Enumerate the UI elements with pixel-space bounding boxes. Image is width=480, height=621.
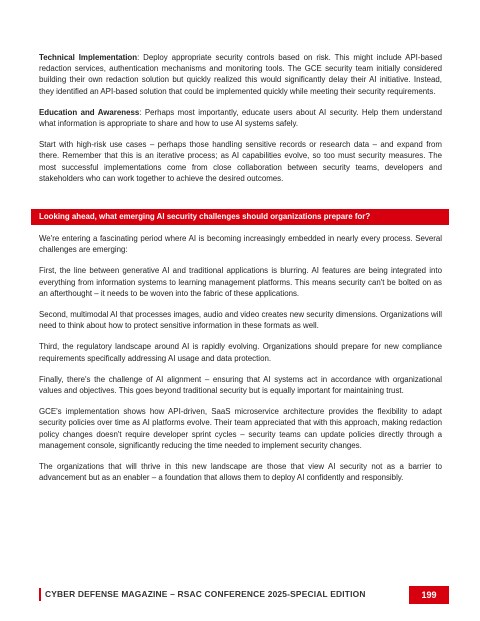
page-number: 199	[409, 586, 449, 604]
paragraph-high-risk: Start with high-risk use cases – perhaps those handling sensitive records or research data – and expand from there. Remember that this is an iterative process; as AI capabilities evolve, so too must security measures. The most successful implementations come from close collaboration between security teams, developers and stakeholders who can work together to achieve the desired outcomes.	[39, 140, 442, 183]
paragraph: Finally, there's the challenge of AI alignment – ensuring that AI systems act in accordance with organizational values and objectives. This goes beyond traditional security but is equally important for maintaining trust.	[39, 374, 442, 396]
paragraph: The organizations that will thrive in this new landscape are those that view AI security not as a barrier to advancement but as an enabler – a foundation that allows them to deploy AI confidently and responsibly.	[39, 462, 442, 483]
paragraph-text: : Perhaps most importantly, educate users about AI security. Help them understand what information is appropriate to share and how to use AI systems safely.	[39, 107, 442, 129]
paragraph-label: Technical Implementation	[39, 53, 138, 62]
paragraph-technical-implementation	[39, 52, 442, 97]
paragraph: GCE's implementation shows how API-driven, SaaS microservice architecture provides the flexibility to adapt security policies over time as AI platforms evolve. Their team appreciated that with this approach, making redaction policy changes doesn't require developer sprint cycles – security teams can update policies directly through a management console, significantly reducing the time needed to implement security changes.	[39, 407, 442, 450]
article-body-top	[39, 52, 442, 194]
footer-magazine-title: CYBER DEFENSE MAGAZINE – RSAC CONFERENCE 2025-SPECIAL EDITION	[45, 589, 366, 599]
paragraph-text: : Deploy appropriate security controls based on risk. This might include API-based redaction services, authentication mechanisms and monitoring tools. The GCE security team initially considered building their own redaction solution but quickly realized this would significantly delay their AI initiative. Instead, they identified an API-based solution that could be implemented quickly while meeting their security requirements.	[39, 53, 442, 96]
paragraph: First, the line between generative AI and traditional applications is blurring. AI features are being integrated into everything from information systems to learning management platforms. This means security can't be bolted on as an afterthought – it needs to be woven into the fabric of these applications.	[39, 266, 442, 298]
section-question-banner: Looking ahead, what emerging AI security challenges should organizations prepare for?	[31, 209, 449, 225]
footer-accent-bar	[39, 588, 41, 601]
page-footer	[39, 586, 449, 606]
paragraph-education-awareness	[39, 107, 442, 129]
paragraph: We're entering a fascinating period where AI is becoming increasingly embedded in nearly every process. Several challenges are emerging:	[39, 234, 442, 255]
paragraph: Third, the regulatory landscape around AI is rapidly evolving. Organizations should prepare for new compliance requirements specifically addressing AI usage and data protection.	[39, 342, 442, 363]
paragraph-label: Education and Awareness	[39, 107, 140, 117]
paragraph: Second, multimodal AI that processes images, audio and video creates new security dimensions. Organizations will need to think about how to protect sensitive information in these formats as well.	[39, 310, 442, 331]
article-body-bottom	[39, 233, 442, 493]
